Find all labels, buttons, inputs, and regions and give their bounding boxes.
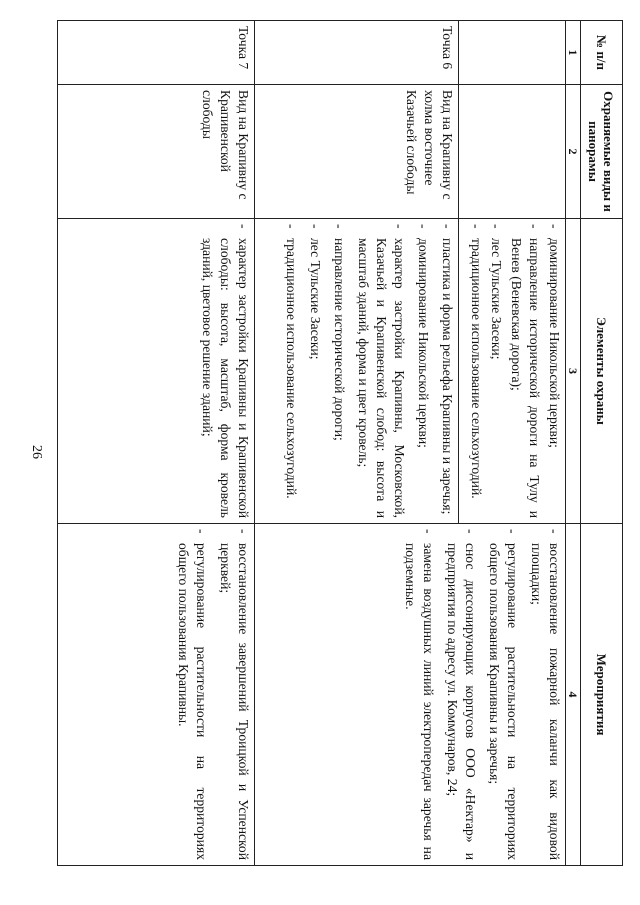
- table-row: [58, 21, 255, 866]
- header-measures: Мероприятия: [581, 524, 623, 866]
- column-number: 1: [566, 21, 581, 85]
- header-elements: Элементы охраны: [581, 219, 623, 524]
- elements-cell: [459, 219, 566, 524]
- list-item: - направление исторической дороги на Тулу и Венев (Веневская дорога);: [507, 224, 543, 518]
- view-cell: [459, 85, 566, 219]
- list-item: - доминирование Никольской церкви;: [414, 224, 432, 518]
- header-row: [581, 21, 623, 866]
- list-item: - замена воздушных линий электропередач заречья на подземные.: [401, 529, 437, 860]
- list-item: - направление исторической дороги;: [330, 224, 348, 518]
- view-cell: Вид на Крапивну с холма восточнее Казачьей слободы: [255, 85, 459, 219]
- measures-cell: [255, 524, 566, 866]
- protection-table: [57, 20, 623, 866]
- column-number: 3: [566, 219, 581, 524]
- list-item: - традиционное использование сельхозугодий.: [467, 224, 485, 518]
- list-item: - лес Тульские Засеки;: [487, 224, 505, 518]
- column-number: 4: [566, 524, 581, 866]
- list-item: - восстановление завершений Троицкой и Успенской церквей;: [216, 529, 252, 860]
- point-cell: Точка 7: [58, 21, 255, 85]
- list-item: - регулирование растительности на территориях общего пользования Крапивны и заречья;: [485, 529, 521, 860]
- elements-cell: [58, 219, 255, 524]
- point-cell: Точка 6: [255, 21, 459, 85]
- measures-cell: [58, 524, 255, 866]
- list-item: - пластика и форма рельефа Крапивны и заречья;: [438, 224, 456, 518]
- elements-cell: [255, 219, 459, 524]
- header-num: № п/п: [581, 21, 623, 85]
- list-item: - регулирование растительности на территориях общего пользования Крапивны.: [174, 529, 210, 860]
- list-item: - лес Тульские Засеки;: [306, 224, 324, 518]
- column-number: 2: [566, 85, 581, 219]
- column-number-row: [566, 21, 581, 866]
- list-item: - восстановление пожарной каланчи как видовой площадки;: [527, 529, 563, 860]
- page-number: 26: [29, 445, 44, 459]
- point-cell: [459, 21, 566, 85]
- list-item: - характер застройки Крапивны, Московской, Казачьей и Крапивенской слобод: высота и масштаб зданий, форма и цвет кровель;: [354, 224, 408, 518]
- list-item: - характер застройки Крапивны и Крапивенской слободы: высота, масштаб, форма кровель зданий, цветовое решение зданий;: [198, 224, 252, 518]
- rotated-page: [61, 20, 623, 865]
- list-item: - традиционное использование сельхозугодий.: [282, 224, 300, 518]
- list-item: - доминирование Никольской церкви;: [545, 224, 563, 518]
- header-views: Охраняемые виды и панорамы: [581, 85, 623, 219]
- table-row: [459, 21, 566, 866]
- view-cell: Вид на Крапивну с Крапивенской слободы: [58, 85, 255, 219]
- list-item: - снос диссонирующих корпусов ООО «Нектар» и предприятия по адресу ул. Коммунаров, 24;: [443, 529, 479, 860]
